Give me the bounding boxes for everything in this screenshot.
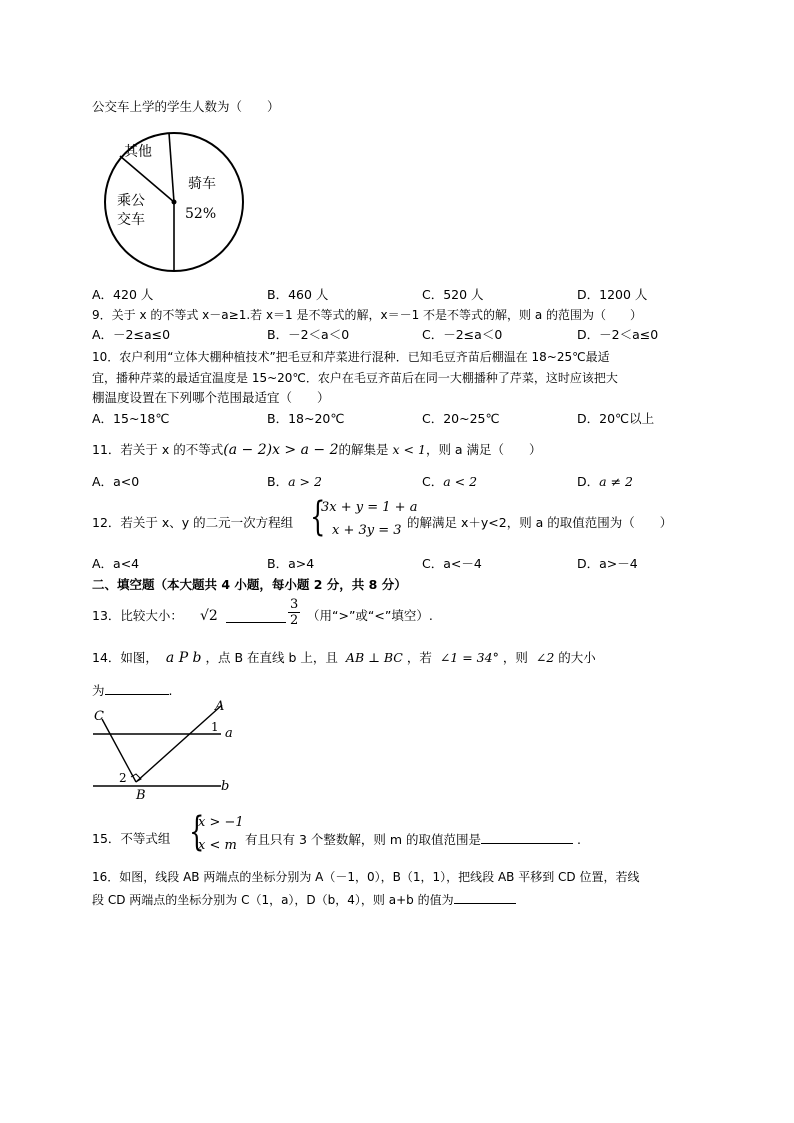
- q14-label-line-a: a: [225, 726, 233, 741]
- q12-prefix: 12．若关于 x、y 的二元一次方程组: [92, 515, 294, 530]
- q14-label-b-point: B: [136, 788, 146, 803]
- q15-brace: {: [189, 809, 205, 855]
- q13-suffix: （用“>”或“<”填空）.: [307, 608, 433, 623]
- q14-angle-2: ∠2: [535, 650, 555, 665]
- q8-option-c: C．520 人: [422, 287, 484, 302]
- q8-stem-tail: 公交车上学的学生人数为（ ）: [92, 99, 280, 114]
- pie-label-other: 其他: [124, 144, 152, 160]
- q14-line-2: 为 .: [92, 683, 173, 698]
- q11-option-b: B．a > 2: [267, 474, 322, 489]
- q12-option-c: C．a<－4: [422, 556, 482, 571]
- q15-prefix: 15．不等式组: [92, 831, 171, 846]
- q14-answer-blank[interactable]: [105, 682, 169, 695]
- q14-perp: AB ⊥ BC: [345, 650, 403, 665]
- q14-label-c: C: [94, 709, 104, 724]
- q10-option-c: C．20~25℃: [422, 411, 500, 426]
- q9-option-b: B．－2＜a＜0: [267, 327, 350, 342]
- section-2-heading: 二、填空题（本大题共 4 小题，每小题 2 分，共 8 分）: [92, 577, 407, 592]
- q12-eq-1: 3x + y = 1 + a: [321, 500, 418, 515]
- q11-option-c: C．a < 2: [422, 474, 478, 489]
- q9-stem: 9．关于 x 的不等式 x－a≥1.若 x＝1 是不等式的解，x＝－1 不是不等式的解，则 a 的范围为（ ）: [92, 308, 643, 322]
- q16-answer-blank[interactable]: [454, 891, 516, 904]
- q9-option-d: D．－2＜a≤0: [577, 327, 659, 342]
- q12-option-a: A．a<4: [92, 556, 140, 571]
- q15-suffix-line: 有且只有 3 个整数解，则 m 的取值范围是 .: [245, 832, 582, 847]
- q11-option-d: D．a ≠ 2: [577, 474, 633, 489]
- q10-option-d: D．20℃以上: [577, 411, 655, 426]
- q9-option-a: A．－2≤a≤0: [92, 327, 171, 342]
- q14-label-line-b: b: [221, 779, 230, 794]
- q12-option-b: B．a>4: [267, 556, 315, 571]
- q14-label-2: 2: [119, 771, 127, 785]
- q15-ineq-2: x < m: [198, 838, 237, 853]
- q14-label-a-point: A: [215, 699, 225, 714]
- q8-option-b: B．460 人: [267, 287, 329, 302]
- q11-solution: x < 1: [392, 442, 426, 457]
- q16-line-2: 段 CD 两端点的坐标分别为 C（1，a），D（b，4），则 a+b 的值为: [92, 891, 516, 908]
- q10-line-1: 10．农户利用“立体大棚种植技术”把毛豆和芹菜进行混种．已知毛豆齐苗后棚温在 18~25℃最适: [92, 350, 610, 364]
- q14-line-1: 14．如图， a P b ，点 B 在直线 b 上，且 AB ⊥ BC ，若 ∠1 = 34° ，则 ∠2 的大小: [92, 650, 596, 666]
- q14-figure: [88, 698, 238, 804]
- q13-answer-blank[interactable]: [226, 610, 286, 623]
- q15-answer-blank[interactable]: [481, 831, 573, 844]
- q11-mid: 的解集是: [338, 442, 389, 457]
- pie-label-bike: 骑车: [188, 176, 216, 192]
- q10-line-2: 宜，播种芹菜的最适宜温度是 15~20℃．农户在毛豆齐苗后在同一大棚播种了芹菜，这时应该把大: [92, 371, 618, 385]
- q10-option-b: B．18~20℃: [267, 411, 345, 426]
- pie-label-bus-1: 乘公: [117, 193, 145, 209]
- q14-parallel: a P b: [165, 650, 202, 666]
- q12-suffix: 的解满足 x＋y<2，则 a 的取值范围为（ ）: [407, 515, 673, 530]
- q13-sqrt: √2: [200, 608, 218, 624]
- pie-label-bike-pct: 52%: [185, 206, 217, 222]
- q11-option-a: A．a<0: [92, 474, 140, 489]
- q16-line-1: 16．如图，线段 AB 两端点的坐标分别为 A（－1，0），B（1，1），把线段 AB 平移到 CD 位置，若线: [92, 870, 640, 884]
- q9-option-c: C．－2≤a＜0: [422, 327, 503, 342]
- q13-fraction: $\frac{3}{2}$: [290, 597, 299, 628]
- pie-label-bus-2: 交车: [117, 212, 145, 228]
- q8-option-d: D．1200 人: [577, 287, 648, 302]
- q11-stem: [92, 442, 542, 458]
- q10-option-a: A．15~18℃: [92, 411, 170, 426]
- q12-eq-2: x + 3y = 3: [332, 523, 402, 538]
- q14-label-1: 1: [211, 720, 219, 734]
- q10-line-3: 棚温度设置在下列哪个范围最适宜（ ）: [92, 390, 330, 405]
- q11-prefix: 11．若关于 x 的不等式: [92, 442, 224, 457]
- q13-prefix: 13．比较大小：: [92, 608, 183, 623]
- q14-angle-1: ∠1 = 34°: [439, 650, 499, 665]
- q8-option-a: A．420 人: [92, 287, 154, 302]
- q12-option-d: D．a>－4: [577, 556, 638, 571]
- q11-inequality: (a − 2)x > a − 2: [223, 442, 339, 458]
- q15-ineq-1: x > −1: [198, 815, 244, 830]
- q12-brace: {: [310, 494, 326, 540]
- q11-suffix: ，则 a 满足（ ）: [425, 442, 542, 457]
